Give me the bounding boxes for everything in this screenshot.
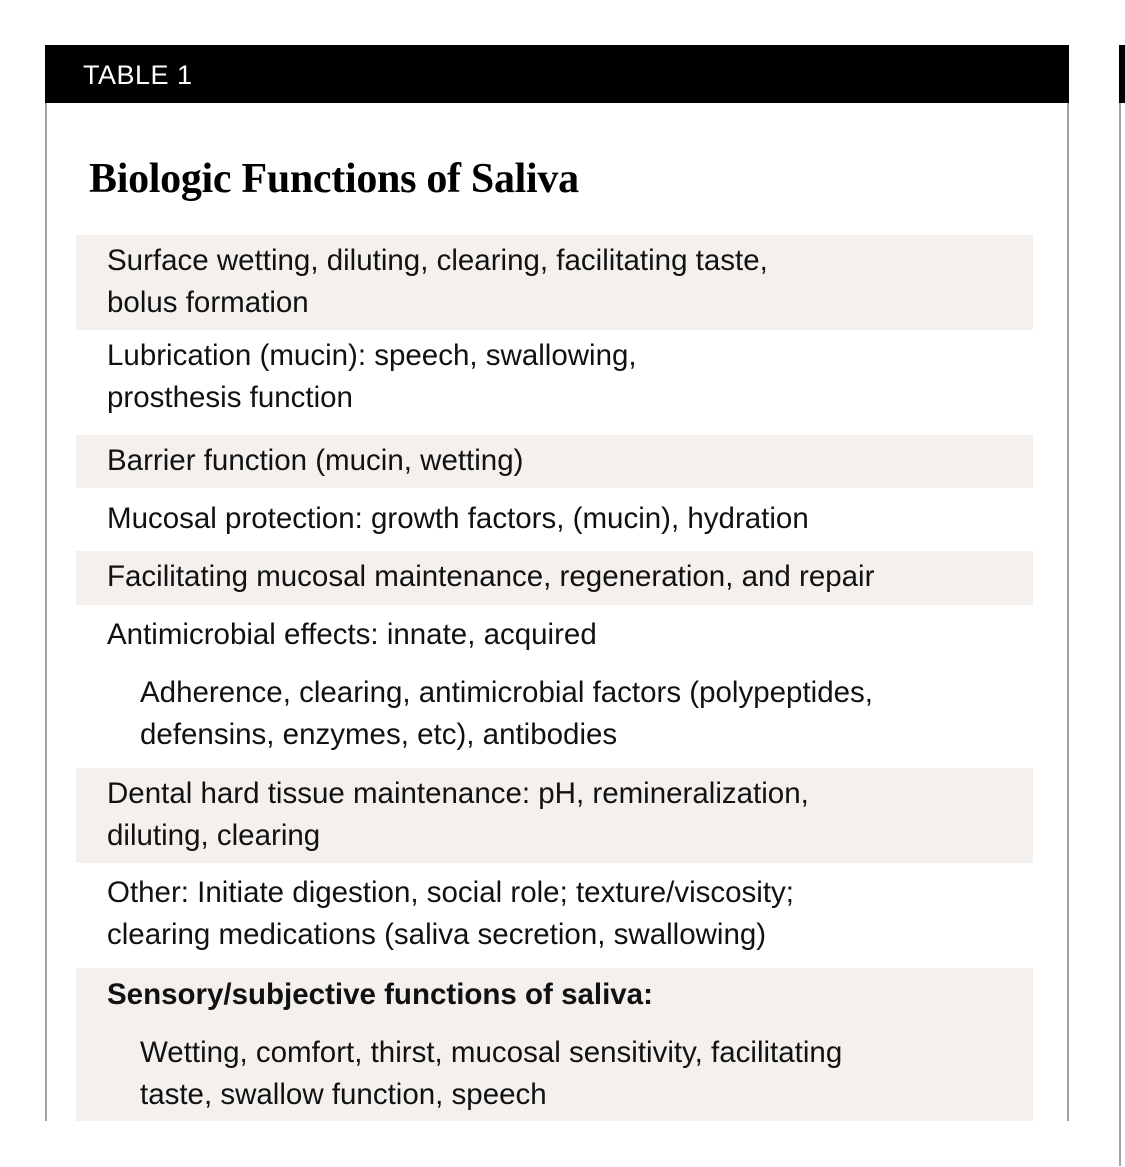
row-text: Facilitating mucosal maintenance, regeneration, and repair <box>107 560 875 593</box>
row-text: Dental hard tissue maintenance: pH, remineralization, <box>107 777 809 810</box>
row-text: Lubrication (mucin): speech, swallowing, <box>107 339 637 372</box>
table-row <box>76 330 1033 435</box>
row-text: Surface wetting, diluting, clearing, facilitating taste, <box>107 244 768 277</box>
row-text: Other: Initiate digestion, social role; texture/viscosity; <box>107 876 794 909</box>
row-text: Mucosal protection: growth factors, (mucin), hydration <box>107 502 809 535</box>
row-text: prosthesis function <box>107 381 353 414</box>
table-row <box>76 768 1033 863</box>
row-text: clearing medications (saliva secretion, swallowing) <box>107 918 767 951</box>
table-row <box>76 605 1033 768</box>
row-text: diluting, clearing <box>107 819 321 852</box>
table-body <box>76 235 1033 1121</box>
table-row <box>76 551 1033 605</box>
row-subtext: taste, swallow function, speech <box>140 1078 547 1111</box>
row-subtext: Wetting, comfort, thirst, mucosal sensitivity, facilitating <box>140 1036 843 1069</box>
row-heading: Sensory/subjective functions of saliva: <box>107 978 653 1011</box>
table-row <box>76 488 1033 551</box>
table-row <box>76 235 1033 330</box>
table-row <box>76 435 1033 488</box>
row-text: bolus formation <box>107 286 309 319</box>
row-text: Antimicrobial effects: innate, acquired <box>107 618 597 651</box>
table-frame <box>45 45 1069 1121</box>
row-subtext: Adherence, clearing, antimicrobial factors (polypeptides, <box>140 676 873 709</box>
adjacent-panel-edge <box>1119 45 1125 1166</box>
table-row <box>76 968 1033 1121</box>
table-title: Biologic Functions of Saliva <box>89 156 579 202</box>
table-label: TABLE 1 <box>83 60 193 90</box>
row-text: Barrier function (mucin, wetting) <box>107 444 524 477</box>
row-subtext: defensins, enzymes, etc), antibodies <box>140 718 618 751</box>
adjacent-panel-header <box>1119 45 1125 103</box>
table-header-bar <box>45 45 1069 103</box>
table-row <box>76 863 1033 968</box>
